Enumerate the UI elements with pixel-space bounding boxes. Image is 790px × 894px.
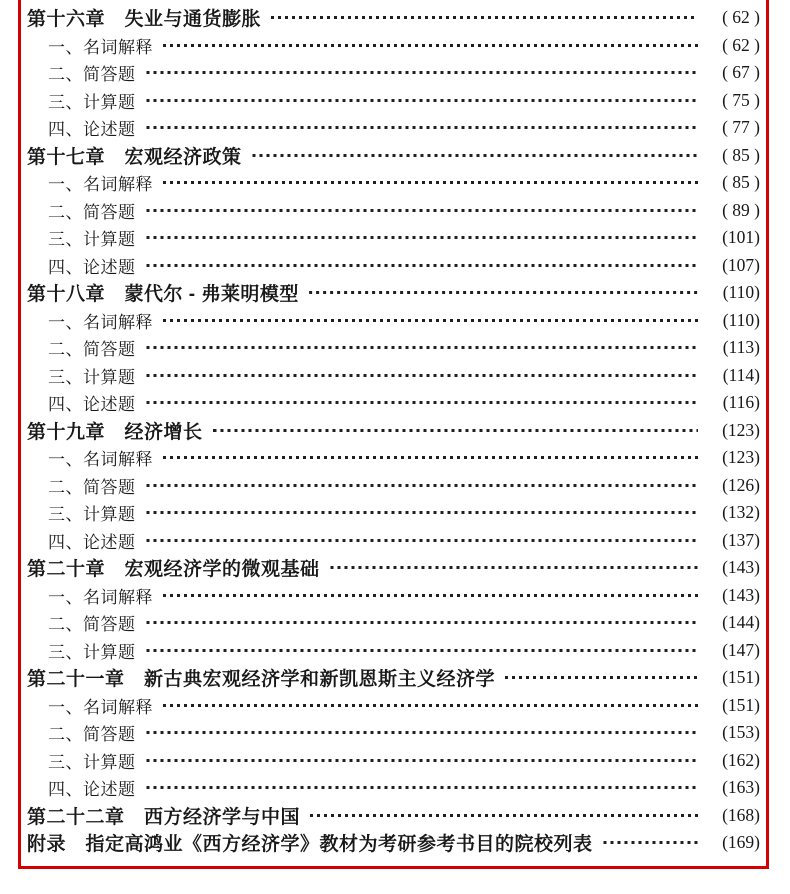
toc-entry-label: 第二十二章 西方经济学与中国 <box>27 806 301 828</box>
dot-leader <box>163 456 698 459</box>
toc-entry-label: 二、简答题 <box>48 615 136 635</box>
toc-entry-label: 四、论述题 <box>48 532 136 552</box>
dot-leader <box>146 71 699 74</box>
toc-entry-sub <box>27 444 760 472</box>
dot-leader <box>163 181 698 184</box>
toc-entry-page: (114) <box>722 364 760 385</box>
dot-leader <box>330 566 698 569</box>
toc-entry-page: (162) <box>722 749 760 770</box>
toc-entry-sub <box>27 609 760 637</box>
dot-leader <box>146 484 699 487</box>
toc-entry-sub <box>27 169 760 197</box>
toc-entry-label: 第二十章 宏观经济学的微观基础 <box>27 559 320 581</box>
dot-leader <box>163 704 698 707</box>
toc-entry-page: ( 89 ) <box>722 199 760 220</box>
toc-entry-chapter <box>27 802 760 830</box>
dot-leader <box>146 99 699 102</box>
toc-entry-page: (113) <box>722 337 760 358</box>
toc-entry-label: 二、简答题 <box>48 340 136 360</box>
dot-leader <box>146 759 699 762</box>
toc-entry-sub <box>27 747 760 775</box>
toc-entry-page: (116) <box>722 392 760 413</box>
toc-entry-chapter <box>27 4 760 32</box>
toc-entry-page: (110) <box>722 309 760 330</box>
toc-entry-page: (151) <box>722 667 760 688</box>
toc-entry-sub <box>27 362 760 390</box>
toc-entry-sub <box>27 334 760 362</box>
toc-entry-chapter <box>27 664 760 692</box>
toc-entry-page: ( 62 ) <box>722 7 760 28</box>
dot-leader <box>505 676 698 679</box>
toc-entry-label: 第十六章 失业与通货膨胀 <box>27 9 262 31</box>
toc-entry-page: ( 75 ) <box>722 89 760 110</box>
toc-entry-page: ( 85 ) <box>722 144 760 165</box>
toc-entry-chapter <box>27 279 760 307</box>
toc-entry-label: 第十九章 经济增长 <box>27 421 203 443</box>
toc-entry-label: 四、论述题 <box>48 395 136 415</box>
dot-leader <box>146 346 699 349</box>
dot-leader <box>146 264 699 267</box>
toc-entry-chapter <box>27 417 760 445</box>
toc-entry-sub <box>27 307 760 335</box>
toc-entry-label: 一、名词解释 <box>48 450 153 470</box>
toc-entry-sub <box>27 637 760 665</box>
toc-entry-label: 第二十一章 新古典宏观经济学和新凯恩斯主义经济学 <box>27 669 496 691</box>
toc-entry-page: (107) <box>722 254 760 275</box>
dot-leader <box>603 841 698 844</box>
toc-entry-sub <box>27 692 760 720</box>
dot-leader <box>146 511 699 514</box>
toc-entry-label: 一、名词解释 <box>48 587 153 607</box>
dot-leader <box>146 786 699 789</box>
toc-entry-appendix <box>27 829 760 857</box>
toc-entry-label: 一、名词解释 <box>48 697 153 717</box>
page-border-frame <box>18 0 769 869</box>
dot-leader <box>146 126 699 129</box>
table-of-contents <box>21 0 766 865</box>
toc-entry-sub <box>27 197 760 225</box>
toc-entry-chapter <box>27 554 760 582</box>
toc-entry-page: (163) <box>722 777 760 798</box>
toc-entry-label: 第十七章 宏观经济政策 <box>27 146 242 168</box>
toc-entry-page: (151) <box>722 694 760 715</box>
toc-entry-label: 一、名词解释 <box>48 312 153 332</box>
toc-entry-page: (143) <box>722 557 760 578</box>
toc-entry-label: 三、计算题 <box>48 367 136 387</box>
toc-entry-sub <box>27 87 760 115</box>
toc-entry-label: 二、简答题 <box>48 65 136 85</box>
toc-entry-label: 第十八章 蒙代尔 - 弗莱明模型 <box>27 284 299 306</box>
dot-leader <box>271 16 698 19</box>
toc-entry-label: 三、计算题 <box>48 505 136 525</box>
toc-entry-sub <box>27 59 760 87</box>
toc-entry-label: 一、名词解释 <box>48 175 153 195</box>
toc-entry-page: (123) <box>722 447 760 468</box>
toc-entry-sub <box>27 472 760 500</box>
toc-entry-label: 三、计算题 <box>48 92 136 112</box>
dot-leader <box>146 401 699 404</box>
toc-entry-label: 附录 指定高鸿业《西方经济学》教材为考研参考书目的院校列表 <box>27 834 593 856</box>
toc-entry-sub <box>27 224 760 252</box>
toc-entry-label: 二、简答题 <box>48 477 136 497</box>
toc-entry-page: ( 62 ) <box>722 34 760 55</box>
toc-entry-label: 三、计算题 <box>48 642 136 662</box>
dot-leader <box>146 209 699 212</box>
toc-entry-page: (137) <box>722 529 760 550</box>
toc-entry-label: 三、计算题 <box>48 752 136 772</box>
dot-leader <box>146 621 699 624</box>
toc-entry-sub <box>27 582 760 610</box>
toc-entry-sub <box>27 252 760 280</box>
dot-leader <box>252 154 698 157</box>
toc-entry-sub <box>27 719 760 747</box>
toc-entry-page: (101) <box>722 227 760 248</box>
toc-entry-label: 四、论述题 <box>48 120 136 140</box>
toc-entry-label: 三、计算题 <box>48 230 136 250</box>
toc-entry-page: ( 67 ) <box>722 62 760 83</box>
dot-leader <box>146 649 699 652</box>
dot-leader <box>146 236 699 239</box>
toc-entry-page: (143) <box>722 584 760 605</box>
toc-entry-label: 二、简答题 <box>48 202 136 222</box>
toc-entry-label: 四、论述题 <box>48 257 136 277</box>
toc-entry-page: (144) <box>722 612 760 633</box>
dot-leader <box>146 731 699 734</box>
dot-leader <box>309 291 698 294</box>
toc-entry-label: 一、名词解释 <box>48 37 153 57</box>
toc-entry-label: 四、论述题 <box>48 780 136 800</box>
toc-entry-page: (169) <box>722 832 760 853</box>
dot-leader <box>213 429 698 432</box>
toc-entry-page: (153) <box>722 722 760 743</box>
toc-entry-sub <box>27 114 760 142</box>
dot-leader <box>310 814 698 817</box>
dot-leader <box>163 594 698 597</box>
toc-entry-page: (132) <box>722 502 760 523</box>
toc-entry-chapter <box>27 142 760 170</box>
toc-entry-sub <box>27 32 760 60</box>
toc-entry-sub <box>27 499 760 527</box>
toc-entry-sub <box>27 774 760 802</box>
toc-entry-page: (123) <box>722 419 760 440</box>
toc-entry-sub <box>27 389 760 417</box>
toc-entry-page: ( 85 ) <box>722 172 760 193</box>
dot-leader <box>163 44 698 47</box>
toc-entry-sub <box>27 527 760 555</box>
dot-leader <box>146 539 699 542</box>
toc-entry-page: (168) <box>722 804 760 825</box>
toc-entry-page: ( 77 ) <box>722 117 760 138</box>
toc-entry-page: (126) <box>722 474 760 495</box>
dot-leader <box>146 374 699 377</box>
toc-entry-page: (147) <box>722 639 760 660</box>
toc-entry-page: (110) <box>722 282 760 303</box>
toc-entry-label: 二、简答题 <box>48 725 136 745</box>
dot-leader <box>163 319 698 322</box>
